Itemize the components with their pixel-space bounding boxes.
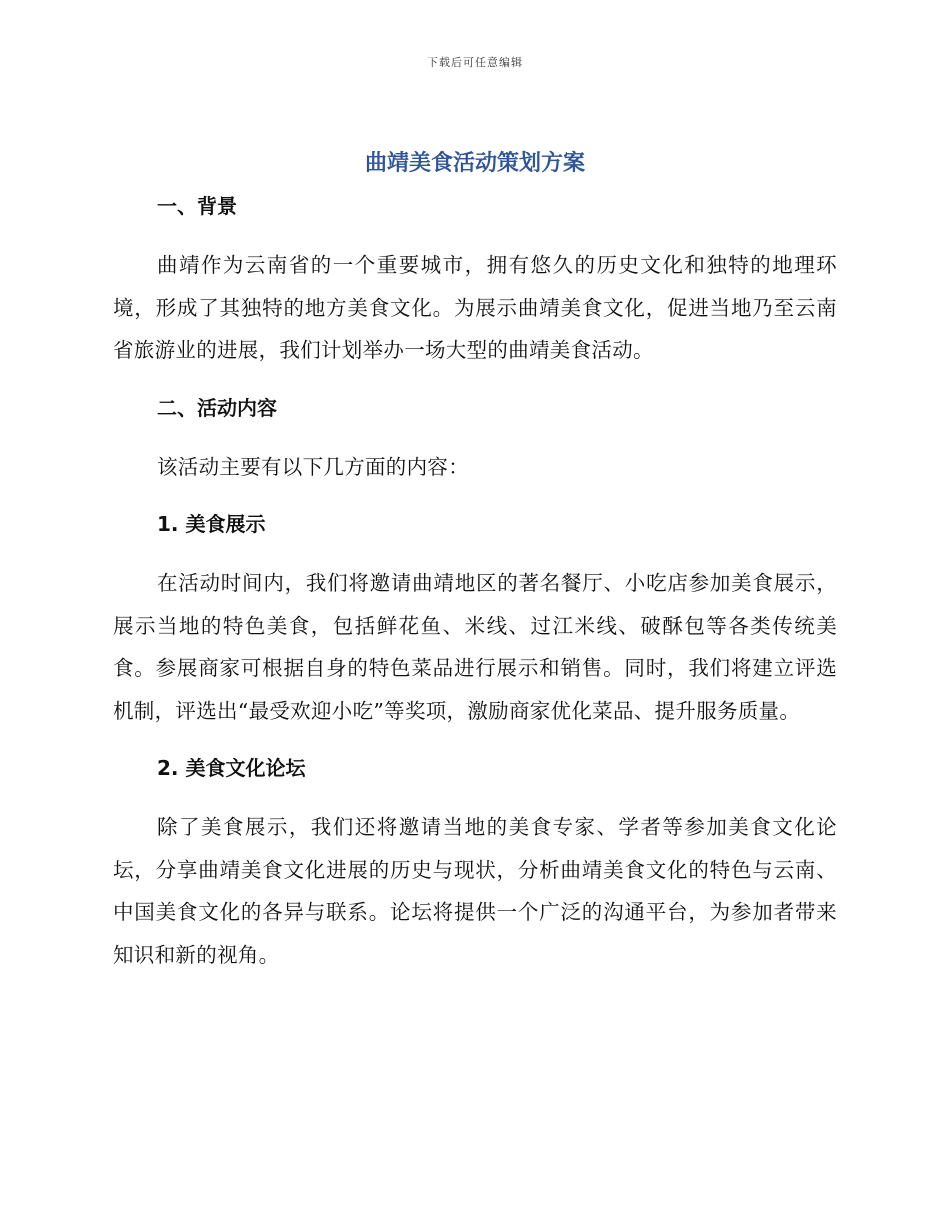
section-heading-background: 一、背景 bbox=[157, 194, 237, 218]
page-header-note: 下载后可任意编辑 bbox=[427, 56, 523, 69]
section-paragraph-food-display: 在活动时间内，我们将邀请曲靖地区的著名餐厅、小吃店参加美食展示，展示当地的特色美食，包括鲜花鱼、米线、过江米线、破酥包等各类传统美食。参展商家可根据自身的特色菜品进行展示和销售。同时，我们将建立评选机制，评选出“最受欢迎小吃”等奖项，激励商家优化菜品、提升服务质量。 bbox=[113, 571, 837, 723]
document-body bbox=[113, 190, 837, 976]
section-heading-activity-content: 二、活动内容 bbox=[157, 395, 277, 420]
section-heading-food-display: 1. 美食展示 bbox=[157, 512, 266, 536]
section-paragraph-food-culture-forum: 除了美食展示，我们还将邀请当地的美食专家、学者等参加美食文化论坛，分享曲靖美食文化进展的历史与现状，分析曲靖美食文化的特色与云南、中国美食文化的各异与联系。论坛将提供一个广泛的沟通平台，为参加者带来知识和新的视角。 bbox=[113, 815, 837, 967]
section-paragraph-activity-content: 该活动主要有以下几方面的内容： bbox=[157, 454, 469, 479]
document-title: 曲靖美食活动策划方案 bbox=[364, 151, 585, 176]
section-heading-food-culture-forum: 2. 美食文化论坛 bbox=[157, 756, 306, 780]
section-paragraph-background: 曲靖作为云南省的一个重要城市，拥有悠久的历史文化和独特的地理环境，形成了其独特的地方美食文化。为展示曲靖美食文化，促进当地乃至云南省旅游业的进展，我们计划举办一场大型的曲靖美食活动。 bbox=[113, 253, 837, 362]
